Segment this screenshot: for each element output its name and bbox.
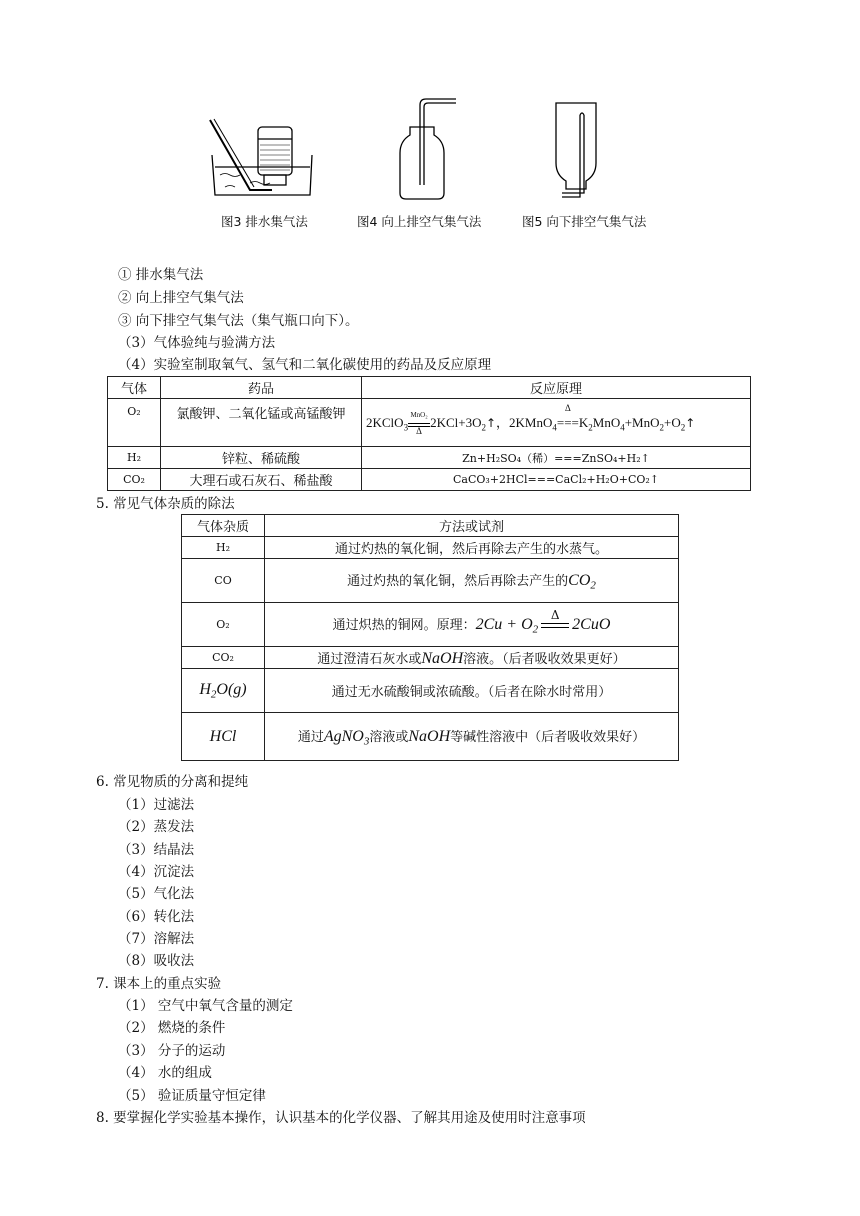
header-impurity: 气体杂质 — [182, 515, 265, 537]
h2-principle-cell: Zn+H₂SO₄（稀）===ZnSO₄+H₂↑ — [362, 447, 751, 469]
section-8-heading: 8. 要掌握化学实验基本操作，认识基本的化学仪器、了解其用途及使用时注意事项 — [96, 1110, 586, 1126]
sec6-item-3: （3）结晶法 — [118, 842, 195, 858]
impurity-h2: H₂ — [182, 537, 265, 559]
section-6-heading: 6. 常见物质的分离和提纯 — [96, 774, 249, 790]
o2-equation: 2KClO$_3$ MnO₂ Δ $2KCl+3O_2↑$，2KMnO$_4$ Δ $===K_2MnO_4+MnO_2+O_2↑$ — [366, 403, 696, 437]
section-4-heading: （4）实验室制取氧气、氢气和二氧化碳使用的药品及反应原理 — [118, 357, 492, 373]
water-displacement-figure — [210, 119, 312, 195]
impurity-hcl: HCl — [182, 713, 265, 761]
collect-method-1: ① 排水集气法 — [118, 267, 204, 283]
sec7-item-2: （2） 燃烧的条件 — [118, 1020, 226, 1036]
h2-reagent-cell: 锌粒、稀硫酸 — [161, 447, 362, 469]
sec6-item-4: （4）沉淀法 — [118, 864, 195, 880]
sec6-item-6: （6）转化法 — [118, 909, 195, 925]
sec7-item-3: （3） 分子的运动 — [118, 1043, 226, 1059]
o2-principle-cell — [362, 399, 751, 447]
method-o2: 通过炽热的铜网。原理：$2Cu + O_2$ Δ 2CuO — [265, 603, 679, 647]
sec7-item-1: （1） 空气中氧气含量的测定 — [118, 998, 293, 1014]
figure5-caption: 图5 向下排空气集气法 — [522, 214, 647, 229]
co2-gas-cell: CO₂ — [108, 469, 161, 491]
sec6-item-1: （1）过滤法 — [118, 797, 195, 813]
downward-air-figure — [556, 103, 596, 197]
impurity-table — [181, 514, 679, 761]
method-hcl: 通过AgNO$_3$溶液或NaOH等碱性溶液中（后者吸收效果好） — [265, 713, 679, 761]
header-method: 方法或试剂 — [265, 515, 679, 537]
header-gas: 气体 — [108, 377, 161, 399]
co2-reagent-cell: 大理石或石灰石、稀盐酸 — [161, 469, 362, 491]
figure3-caption: 图3 排水集气法 — [221, 214, 308, 229]
collect-method-3: ③ 向下排空气集气法（集气瓶口向下）。 — [118, 313, 359, 329]
section-5-heading: 5. 常见气体杂质的除法 — [96, 496, 235, 512]
impurity-co: CO — [182, 559, 265, 603]
collect-method-2: ② 向上排空气集气法 — [118, 290, 244, 306]
method-h2: 通过灼热的氧化铜，然后再除去产生的水蒸气。 — [265, 537, 679, 559]
header-reagent: 药品 — [161, 377, 362, 399]
sec6-item-2: （2）蒸发法 — [118, 819, 195, 835]
o2-gas-cell: O₂ — [108, 399, 161, 447]
sec7-item-5: （5） 验证质量守恒定律 — [118, 1088, 266, 1104]
h2-gas-cell: H₂ — [108, 447, 161, 469]
header-principle: 反应原理 — [362, 377, 751, 399]
sec6-item-5: （5）气化法 — [118, 886, 195, 902]
reagents-table — [107, 376, 751, 491]
section-7-heading: 7. 课本上的重点实验 — [96, 976, 222, 992]
method-co: 通过灼热的氧化铜，然后再除去产生的$CO_2$ — [265, 559, 679, 603]
impurity-co2: CO₂ — [182, 647, 265, 669]
impurity-h2o: $H_2O(g)$ — [182, 669, 265, 713]
sec6-item-8: （8）吸收法 — [118, 953, 195, 969]
upward-air-figure — [400, 99, 456, 199]
apparatus-figures — [200, 95, 680, 210]
sec6-item-7: （7）溶解法 — [118, 931, 195, 947]
impurity-o2: O₂ — [182, 603, 265, 647]
method-co2: 通过澄清石灰水或NaOH溶液。（后者吸收效果更好） — [265, 647, 679, 669]
sec7-item-4: （4） 水的组成 — [118, 1065, 212, 1081]
o2-reagent-cell: 氯酸钾、二氧化锰或高锰酸钾 — [161, 399, 362, 447]
co2-principle-cell: CaCO₃+2HCl===CaCl₂+H₂O+CO₂↑ — [362, 469, 751, 491]
figure4-caption: 图4 向上排空气集气法 — [357, 214, 482, 229]
method-h2o: 通过无水硫酸铜或浓硫酸。（后者在除水时常用） — [265, 669, 679, 713]
section-3-heading: （3）气体验纯与验满方法 — [118, 335, 276, 351]
